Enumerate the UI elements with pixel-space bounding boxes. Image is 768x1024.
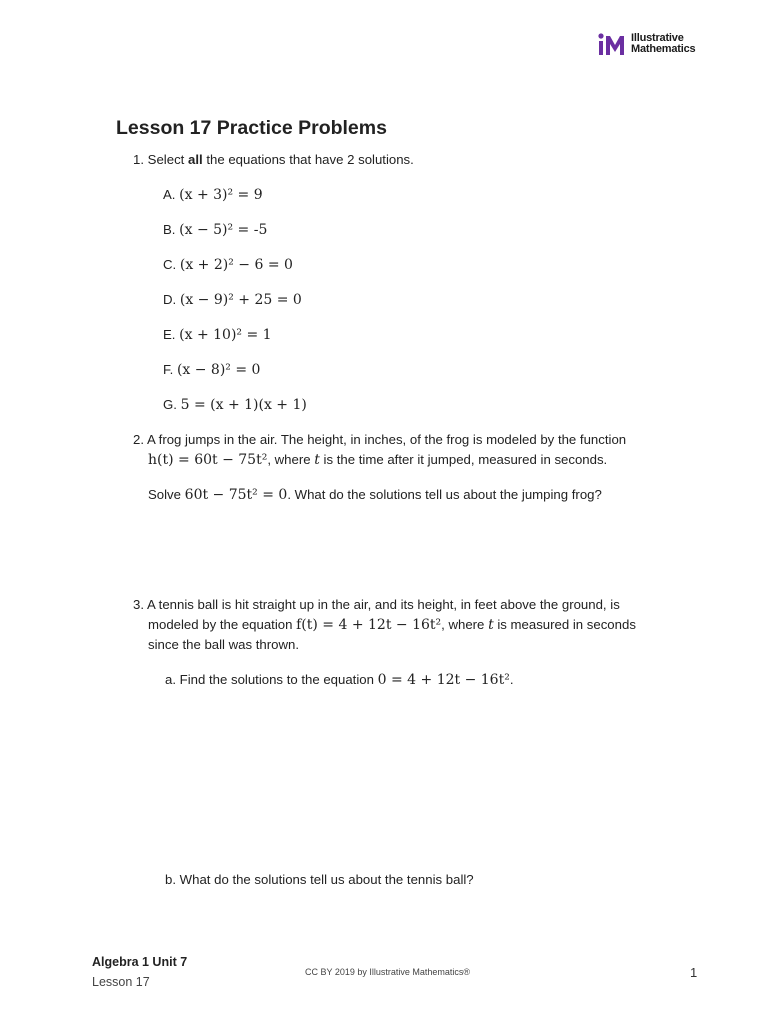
problem-1-number: 1.	[133, 152, 144, 167]
logo-line1: Illustrative	[631, 32, 684, 44]
problem-3-part-a	[165, 670, 514, 690]
problem-2-text-b: is the time after it jumped, measured in seconds.	[319, 452, 608, 467]
footer-course: Algebra 1 Unit 7	[92, 955, 188, 969]
option-equation: (x − 5)² = -5	[179, 222, 268, 238]
problem-3-line2	[148, 615, 636, 635]
logo-text	[631, 33, 695, 55]
option-equation: (x + 10)² = 1	[179, 327, 272, 343]
part-a-prefix: a. Find the solutions to the equation	[165, 672, 378, 687]
option-g	[163, 395, 307, 415]
problem-2-text-a: , where	[267, 452, 315, 467]
option-label: D.	[163, 292, 177, 307]
footer-lesson: Lesson 17	[92, 975, 150, 989]
option-label: A.	[163, 187, 176, 202]
problem-2-line2	[148, 450, 607, 470]
problem-2-number: 2.	[133, 432, 144, 447]
tennis-height-equation: f(t) = 4 + 12t − 16t²	[296, 617, 442, 633]
option-equation: (x − 9)² + 25 = 0	[179, 292, 302, 308]
variable-t: t	[314, 452, 320, 468]
im-logo-icon	[598, 32, 626, 56]
solve-suffix: . What do the solutions tell us about the jumping frog?	[287, 487, 602, 502]
problem-1-text-bold: all	[188, 152, 203, 167]
option-b	[163, 220, 267, 240]
problem-3-text-b: is measured in seconds	[493, 617, 636, 632]
option-equation: (x − 8)² = 0	[176, 362, 261, 378]
problem-3-line3: since the ball was thrown.	[148, 637, 299, 652]
option-e	[163, 325, 272, 345]
problem-1-prompt	[133, 150, 414, 170]
problem-2-line1	[133, 430, 693, 450]
footer-license: CC BY 2019 by Illustrative Mathematics®	[305, 967, 471, 977]
logo-line2: Mathematics	[631, 43, 696, 55]
problem-3-text: A tennis ball is hit straight up in the air, and its height, in feet above the ground, is	[146, 597, 620, 612]
problem-2-solve	[148, 485, 602, 505]
option-label: G.	[163, 397, 177, 412]
problem-3-line1	[133, 595, 693, 615]
problem-3-part-b: b. What do the solutions tell us about the tennis ball?	[165, 872, 474, 887]
problem-3-line2-prefix: modeled by the equation	[148, 617, 297, 632]
option-label: F.	[163, 362, 174, 377]
problem-1-text-after: the equations that have 2 solutions.	[202, 152, 414, 167]
option-label: B.	[163, 222, 176, 237]
option-equation: 5 = (x + 1)(x + 1)	[180, 397, 307, 413]
problem-2-text: A frog jumps in the air. The height, in inches, of the frog is modeled by the function	[146, 432, 627, 447]
option-label: E.	[163, 327, 176, 342]
frog-height-equation: h(t) = 60t − 75t²	[148, 452, 268, 468]
solve-prefix: Solve	[148, 487, 185, 502]
option-c	[163, 255, 293, 275]
option-a	[163, 185, 263, 205]
option-d	[163, 290, 302, 310]
part-a-suffix: .	[509, 672, 514, 687]
option-f	[163, 360, 260, 380]
variable-t: t	[488, 617, 494, 633]
solve-equation: 60t − 75t² = 0	[184, 487, 288, 503]
page-title: Lesson 17 Practice Problems	[116, 117, 387, 139]
option-equation: (x + 2)² − 6 = 0	[179, 257, 293, 273]
option-equation: (x + 3)² = 9	[179, 187, 263, 203]
problem-1-text-before: Select	[147, 152, 188, 167]
problem-3-number: 3.	[133, 597, 144, 612]
illustrative-mathematics-logo	[598, 32, 695, 56]
part-a-equation: 0 = 4 + 12t − 16t²	[377, 672, 510, 688]
option-label: C.	[163, 257, 177, 272]
page-number: 1	[690, 965, 698, 980]
problem-3-text-a: , where	[441, 617, 489, 632]
